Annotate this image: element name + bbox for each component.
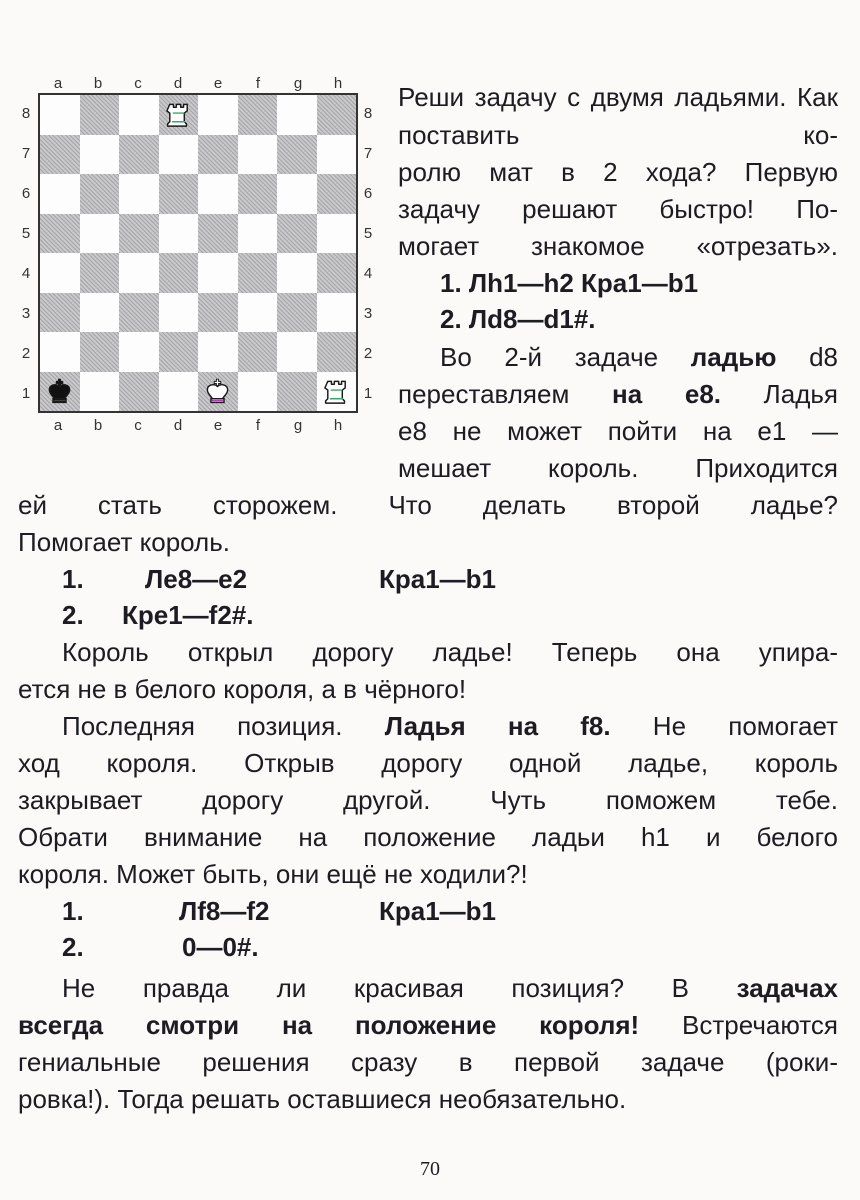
move-text: 1. Лh1—h2 Кра1—b1 — [440, 268, 699, 298]
solution-3-move-1 — [62, 893, 822, 929]
rank-labels-right — [356, 93, 380, 413]
bold-span: на е8. — [612, 379, 721, 409]
square-h8 — [317, 95, 357, 135]
square-a7 — [40, 135, 80, 175]
rank-label: 2 — [363, 344, 373, 362]
text-span: могает знакомое «отрезать». — [398, 231, 838, 261]
square-h7 — [317, 135, 357, 175]
rank-label: 5 — [363, 224, 373, 242]
text-span: мешает король. Приходится — [398, 453, 838, 483]
square-c6 — [119, 174, 159, 214]
square-f1 — [238, 372, 278, 412]
white-rook-icon — [164, 100, 193, 129]
rank-label: 8 — [363, 104, 373, 122]
text-span: ей стать сторожем. Что делать второй ладье? — [18, 490, 838, 520]
square-e6 — [198, 174, 238, 214]
text-span: Король открыл дорогу ладье! Теперь она упира- — [62, 637, 838, 667]
rank-label: 5 — [21, 224, 31, 242]
white-move: 0—0#. — [182, 932, 259, 962]
square-c4 — [119, 253, 159, 293]
square-e5 — [198, 214, 238, 254]
square-f7 — [238, 135, 278, 175]
file-label: a — [53, 75, 63, 92]
square-b2 — [80, 332, 120, 372]
square-a6 — [40, 174, 80, 214]
square-b5 — [80, 214, 120, 254]
text-span: задачу решают быстро! По- — [398, 194, 838, 224]
square-g8 — [277, 95, 317, 135]
square-g7 — [277, 135, 317, 175]
paragraph-2-line-2 — [398, 376, 838, 414]
paragraph-5-line-1 — [62, 970, 838, 1008]
square-f4 — [238, 253, 278, 293]
text-span: ровка!). Тогда решать оставшиеся необязательно. — [18, 1084, 627, 1114]
file-label: g — [293, 417, 303, 434]
text-span: Помогает король. — [18, 527, 230, 557]
rank-label: 4 — [363, 264, 373, 282]
square-d5 — [159, 214, 199, 254]
paragraph-intro-line-3 — [398, 154, 838, 192]
square-g5 — [277, 214, 317, 254]
rank-label: 3 — [363, 304, 373, 322]
paragraph-intro-line-4 — [398, 191, 838, 229]
square-b1 — [80, 372, 120, 412]
solution-1-move-2 — [440, 301, 840, 337]
solution-2-move-1 — [62, 561, 822, 597]
black-king-icon — [45, 377, 74, 406]
page-number: 70 — [420, 1158, 440, 1180]
paragraph-2-line-4 — [398, 450, 838, 488]
square-b4 — [80, 253, 120, 293]
text-span: ется не в белого короля, а в чёрного! — [18, 674, 467, 704]
bold-span: ладью — [690, 342, 777, 372]
square-f8 — [238, 95, 278, 135]
text-span: d8 — [776, 342, 838, 372]
rank-label: 1 — [363, 384, 373, 402]
square-g4 — [277, 253, 317, 293]
square-g1 — [277, 372, 317, 412]
paragraph-2-line-1 — [440, 339, 838, 377]
rank-label: 7 — [21, 144, 31, 162]
square-b3 — [80, 293, 120, 333]
file-label: d — [173, 417, 183, 434]
text-span: Не правда ли красивая позиция? В — [62, 973, 737, 1003]
rank-label: 3 — [21, 304, 31, 322]
file-label: h — [333, 417, 343, 434]
square-a8 — [40, 95, 80, 135]
square-e8 — [198, 95, 238, 135]
square-d6 — [159, 174, 199, 214]
square-b6 — [80, 174, 120, 214]
square-h4 — [317, 253, 357, 293]
move-number: 1. — [62, 896, 84, 926]
text-span: ролю мат в 2 хода? Первую — [398, 157, 838, 187]
text-span: Встречаются — [639, 1010, 838, 1040]
square-h1 — [317, 372, 357, 412]
file-label: c — [134, 417, 142, 434]
square-d2 — [159, 332, 199, 372]
square-c7 — [119, 135, 159, 175]
file-label: e — [213, 417, 223, 434]
bold-span: задачах — [736, 973, 838, 1003]
square-h6 — [317, 174, 357, 214]
square-f5 — [238, 214, 278, 254]
text-span: ход короля. Открыв дорогу одной ладье, король — [18, 748, 838, 778]
square-a4 — [40, 253, 80, 293]
square-a5 — [40, 214, 80, 254]
square-g3 — [277, 293, 317, 333]
file-label: f — [255, 75, 261, 92]
paragraph-4-line-2 — [18, 745, 838, 783]
square-c3 — [119, 293, 159, 333]
move-number: 2. — [62, 932, 84, 962]
white-rook-icon — [322, 377, 351, 406]
square-g6 — [277, 174, 317, 214]
rank-labels-left — [14, 93, 38, 413]
rank-label: 6 — [21, 184, 31, 202]
text-span: закрывает дорогу другой. Чуть поможем тебе. — [18, 785, 838, 815]
square-b8 — [80, 95, 120, 135]
file-label: b — [93, 75, 103, 92]
white-move: Лf8—f2 — [179, 896, 270, 926]
square-c8 — [119, 95, 159, 135]
white-move: Кре1—f2#. — [122, 600, 254, 630]
paragraph-5-line-3 — [18, 1044, 838, 1082]
square-a3 — [40, 293, 80, 333]
square-c1 — [119, 372, 159, 412]
black-move: Кра1—b1 — [379, 896, 497, 926]
solution-3-move-2 — [62, 929, 822, 965]
text-span: короля. Может быть, они ещё не ходили?! — [18, 859, 528, 889]
white-move: Ле8—е2 — [145, 564, 248, 594]
square-e7 — [198, 135, 238, 175]
text-span: переставляем — [398, 379, 613, 409]
white-king-icon — [203, 377, 232, 406]
file-label: d — [173, 75, 183, 92]
paragraph-3-line-2 — [18, 671, 838, 709]
paragraph-3-line-1 — [62, 634, 838, 672]
text-span: Не помогает — [610, 711, 838, 741]
square-d3 — [159, 293, 199, 333]
square-c5 — [119, 214, 159, 254]
paragraph-4-line-1 — [62, 708, 838, 746]
move-text: 2. Лd8—d1#. — [440, 304, 596, 334]
square-d4 — [159, 253, 199, 293]
rank-label: 1 — [21, 384, 31, 402]
solution-2-move-2 — [62, 597, 822, 633]
paragraph-2-line-6 — [18, 524, 838, 562]
square-f3 — [238, 293, 278, 333]
paragraph-intro-line-5 — [398, 228, 838, 266]
file-label: e — [213, 75, 223, 92]
square-f2 — [238, 332, 278, 372]
paragraph-4-line-4 — [18, 819, 838, 857]
text-span: Во 2-й задаче — [440, 342, 691, 372]
square-h2 — [317, 332, 357, 372]
rank-label: 6 — [363, 184, 373, 202]
bold-span: Ладья на f8. — [384, 711, 611, 741]
file-label: f — [255, 417, 261, 434]
rank-label: 4 — [21, 264, 31, 282]
rank-label: 2 — [21, 344, 31, 362]
file-label: g — [293, 75, 303, 92]
square-h5 — [317, 214, 357, 254]
file-label: c — [134, 75, 142, 92]
rank-label: 7 — [363, 144, 373, 162]
square-f6 — [238, 174, 278, 214]
square-d1 — [159, 372, 199, 412]
square-a1 — [40, 372, 80, 412]
square-b7 — [80, 135, 120, 175]
paragraph-4-line-5 — [18, 856, 838, 894]
chess-board — [38, 93, 358, 413]
paragraph-2-line-3 — [398, 413, 838, 451]
square-d7 — [159, 135, 199, 175]
paragraph-intro-line-1 — [398, 79, 838, 154]
move-number: 1. — [62, 564, 84, 594]
text-span: гениальные решения сразу в первой задаче (роки- — [18, 1047, 838, 1077]
square-g2 — [277, 332, 317, 372]
text-span: е8 не может пойти на е1 — — [398, 416, 838, 446]
solution-1-move-1 — [440, 265, 840, 301]
rank-label: 8 — [21, 104, 31, 122]
square-e2 — [198, 332, 238, 372]
text-span: Ладья — [721, 379, 838, 409]
square-h3 — [317, 293, 357, 333]
square-a2 — [40, 332, 80, 372]
file-label: a — [53, 417, 63, 434]
file-labels-bottom — [38, 416, 358, 436]
text-span: Последняя позиция. — [62, 711, 385, 741]
square-e3 — [198, 293, 238, 333]
square-e4 — [198, 253, 238, 293]
square-c2 — [119, 332, 159, 372]
paragraph-2-line-5 — [18, 487, 838, 525]
bold-span: всегда смотри на положение короля! — [18, 1010, 640, 1040]
paragraph-5-line-4 — [18, 1081, 838, 1119]
text-span: Обрати внимание на положение ладьи h1 и белого — [18, 822, 838, 852]
black-move: Кра1—b1 — [379, 564, 497, 594]
file-labels-top — [38, 74, 358, 94]
square-e1 — [198, 372, 238, 412]
paragraph-5-line-2 — [18, 1007, 838, 1045]
move-number: 2. — [62, 600, 84, 630]
paragraph-4-line-3 — [18, 782, 838, 820]
file-label: h — [333, 75, 343, 92]
square-d8 — [159, 95, 199, 135]
file-label: b — [93, 417, 103, 434]
text-span: Реши задачу с двумя ладьями. Как поставить ко- — [398, 82, 838, 150]
